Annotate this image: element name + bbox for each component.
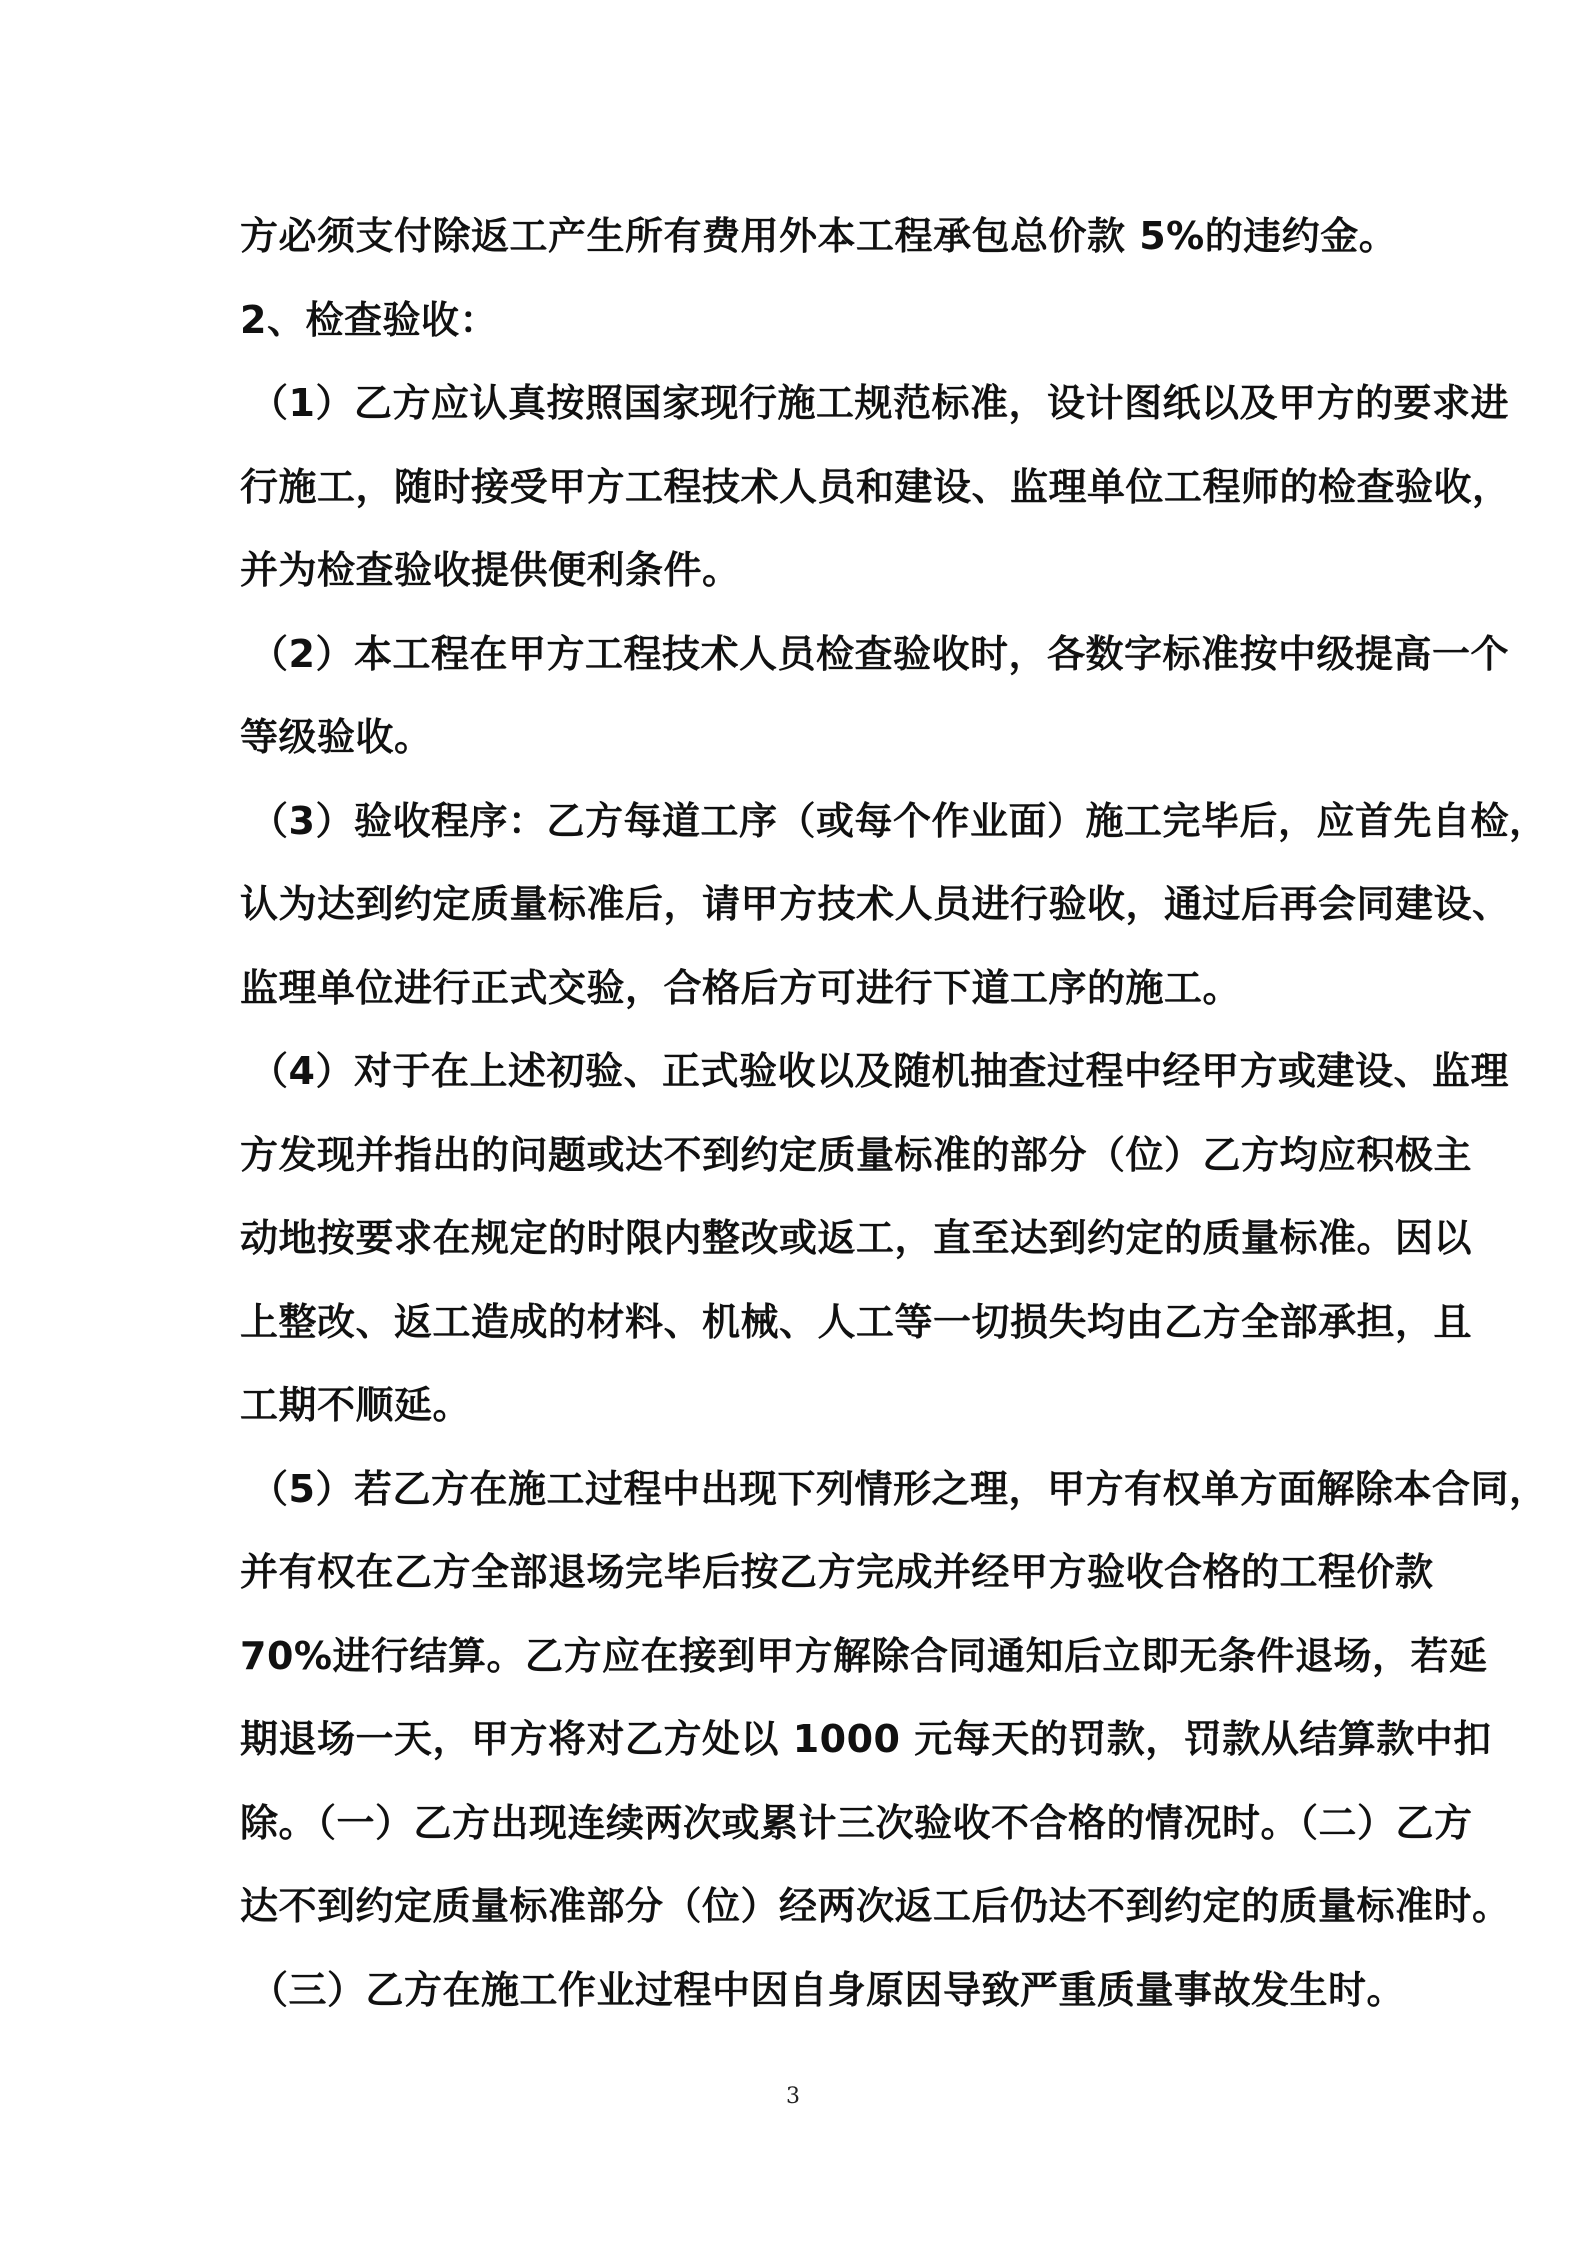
text-line: 方必须支付除返工产生所有费用外本工程承包总价款 5%的违约金。 [240,214,1398,258]
text-line: （2）本工程在甲方工程技术人员检查验收时，各数字标准按中级提高一个 [250,631,1509,676]
text-line: （三）乙方在施工作业过程中因自身原因导致严重质量事故发生时。 [250,1967,1406,2012]
text-line: 并有权在乙方全部退场完毕后按乙方完成并经甲方验收合格的工程价款 [240,1550,1434,1594]
page-number: 3 [786,2084,800,2109]
text-line: 行施工，随时接受甲方工程技术人员和建设、监理单位工程师的检查验收， [240,464,1511,509]
text-line: 工期不顺延。 [240,1383,472,1427]
text-line: 并为检查验收提供便利条件。 [240,548,741,592]
text-line: 方发现并指出的问题或达不到约定质量标准的部分（位）乙方均应积极主 [240,1132,1473,1177]
section-heading: 2、检查验收： [240,297,498,342]
text-line: 期退场一天，甲方将对乙方处以 1000 元每天的罚款，罚款从结算款中扣 [240,1717,1492,1761]
text-line: 等级验收。 [240,715,433,759]
text-line: 70%进行结算。乙方应在接到甲方解除合同通知后立即无条件退场，若延 [240,1633,1488,1678]
text-line: 上整改、返工造成的材料、机械、人工等一切损失均由乙方全部承担，且 [240,1299,1473,1344]
text-line: 达不到约定质量标准部分（位）经两次返工后仍达不到约定的质量标准时。 [240,1884,1511,1928]
text-line: （5）若乙方在施工过程中出现下列情形之理，甲方有权单方面解除本合同， [250,1466,1548,1511]
body-text [240,195,1548,2032]
text-line: 监理单位进行正式交验，合格后方可进行下道工序的施工。 [240,965,1242,1010]
text-line: 动地按要求在规定的时限内整改或返工，直至达到约定的质量标准。因以 [240,1216,1473,1260]
text-line: （4）对于在上述初验、正式验收以及随机抽查过程中经甲方或建设、监理 [250,1049,1509,1093]
text-line: （3）验收程序：乙方每道工序（或每个作业面）施工完毕后，应首先自检， [250,798,1548,843]
text-line: 除。（一）乙方出现连续两次或累计三次验收不合格的情况时。（二）乙方 [240,1800,1473,1845]
text-line: （1）乙方应认真按照国家现行施工规范标准，设计图纸以及甲方的要求进 [250,381,1509,425]
text-line: 认为达到约定质量标准后，请甲方技术人员进行验收，通过后再会同建设、 [240,882,1511,926]
